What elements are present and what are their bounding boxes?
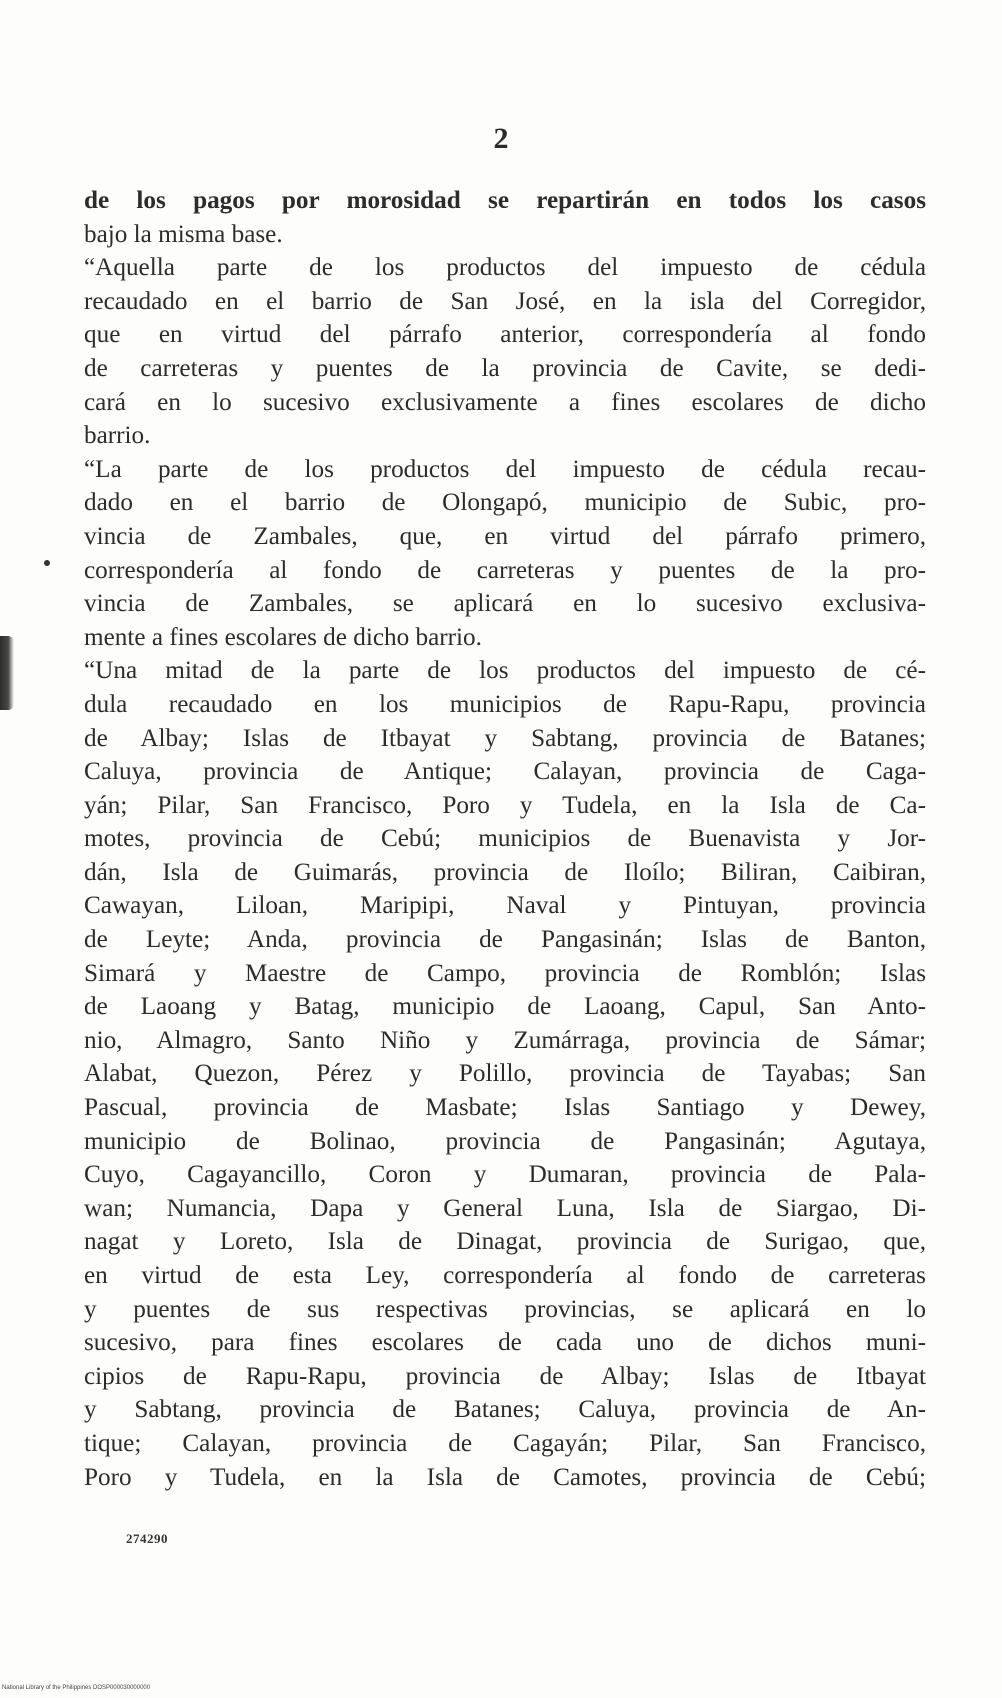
text-line: sucesivo, para fines escolares de cada uno de dichos muni- [84, 1329, 926, 1357]
text-line: de Laoang y Batag, municipio de Laoang, Capul, San Anto- [84, 993, 926, 1021]
text-line: Cawayan, Liloan, Maripipi, Naval y Pintuyan, provincia [84, 892, 926, 920]
text-line: barrio. [84, 422, 151, 450]
text-line: recaudado en el barrio de San José, en la isla del Corregidor, [84, 287, 926, 315]
text-line: motes, provincia de Cebú; municipios de Buenavista y Jor- [84, 825, 926, 853]
text-line: Caluya, provincia de Antique; Calayan, provincia de Caga- [84, 758, 926, 786]
text-line: Poro y Tudela, en la Isla de Camotes, provincia de Cebú; [84, 1463, 926, 1491]
text-line: cará en lo sucesivo exclusivamente a fines escolares de dicho [84, 388, 926, 416]
text-line: dán, Isla de Guimarás, provincia de Iloílo; Biliran, Caibiran, [84, 858, 926, 886]
text-line: en virtud de esta Ley, correspondería al fondo de carreteras [84, 1262, 926, 1289]
text-line: “Una mitad de la parte de los productos del impuesto de cé- [84, 657, 926, 685]
text-line: tique; Calayan, provincia de Cagayán; Pilar, San Francisco, [84, 1429, 926, 1457]
text-line: de Leyte; Anda, provincia de Pangasinán; Islas de Banton, [84, 926, 926, 954]
text-line: dula recaudado en los municipios de Rapu-Rapu, provincia [84, 690, 926, 718]
text-line: correspondería al fondo de carreteras y puentes de la pro- [84, 556, 926, 584]
print-code: 274290 [126, 1531, 168, 1546]
text-line: bajo la misma base. [84, 220, 283, 248]
text-line: municipio de Bolinao, provincia de Pangasinán; Agutaya, [84, 1127, 926, 1155]
text-line: que en virtud del párrafo anterior, correspondería al fondo [84, 321, 926, 349]
text-line: vincia de Zambales, que, en virtud del párrafo primero, [84, 522, 926, 550]
text-line: nagat y Loreto, Isla de Dinagat, provincia de Surigao, que, [84, 1228, 926, 1256]
text-line: y Sabtang, provincia de Batanes; Caluya, provincia de An- [84, 1396, 926, 1424]
text-line: mente a fines escolares de dicho barrio. [84, 623, 482, 651]
text-line: wan; Numancia, Dapa y General Luna, Isla de Siargao, Di- [84, 1194, 926, 1222]
text-line: Alabat, Quezon, Pérez y Polillo, provincia de Tayabas; San [84, 1060, 926, 1088]
text-line: y puentes de sus respectivas provincias, se aplicará en lo [84, 1295, 926, 1323]
text-line: de los pagos por morosidad se repartirán en todos los casos [84, 187, 926, 214]
text-line: “Aquella parte de los productos del impuesto de cédula [84, 254, 926, 282]
footer-credit: National Library of the Philippines DOSP000030000000 [2, 1685, 151, 1691]
text-line: Cuyo, Cagayancillo, Coron y Dumaran, provincia de Pala- [84, 1161, 926, 1189]
text-line: vincia de Zambales, se aplicará en lo sucesivo exclusiva- [84, 590, 926, 618]
text-line: dado en el barrio de Olongapó, municipio de Subic, pro- [84, 489, 926, 517]
text-line: yán; Pilar, San Francisco, Poro y Tudela, en la Isla de Ca- [84, 791, 926, 819]
margin-mark [44, 560, 50, 566]
text-line: nio, Almagro, Santo Niño y Zumárraga, provincia de Sámar; [84, 1026, 926, 1054]
text-line: Pascual, provincia de Masbate; Islas Santiago y Dewey, [84, 1094, 926, 1122]
text-line: cipios de Rapu-Rapu, provincia de Albay; Islas de Itbayat [84, 1362, 926, 1390]
text-line: Simará y Maestre de Campo, provincia de Romblón; Islas [84, 959, 926, 987]
text-line: “La parte de los productos del impuesto de cédula recau- [84, 455, 926, 483]
text-line: de Albay; Islas de Itbayat y Sabtang, provincia de Batanes; [84, 724, 926, 752]
text-line: de carreteras y puentes de la provincia de Cavite, se dedi- [84, 354, 926, 382]
body-text [84, 184, 926, 1494]
page-number: 2 [493, 122, 509, 155]
binding-shadow [0, 636, 14, 710]
